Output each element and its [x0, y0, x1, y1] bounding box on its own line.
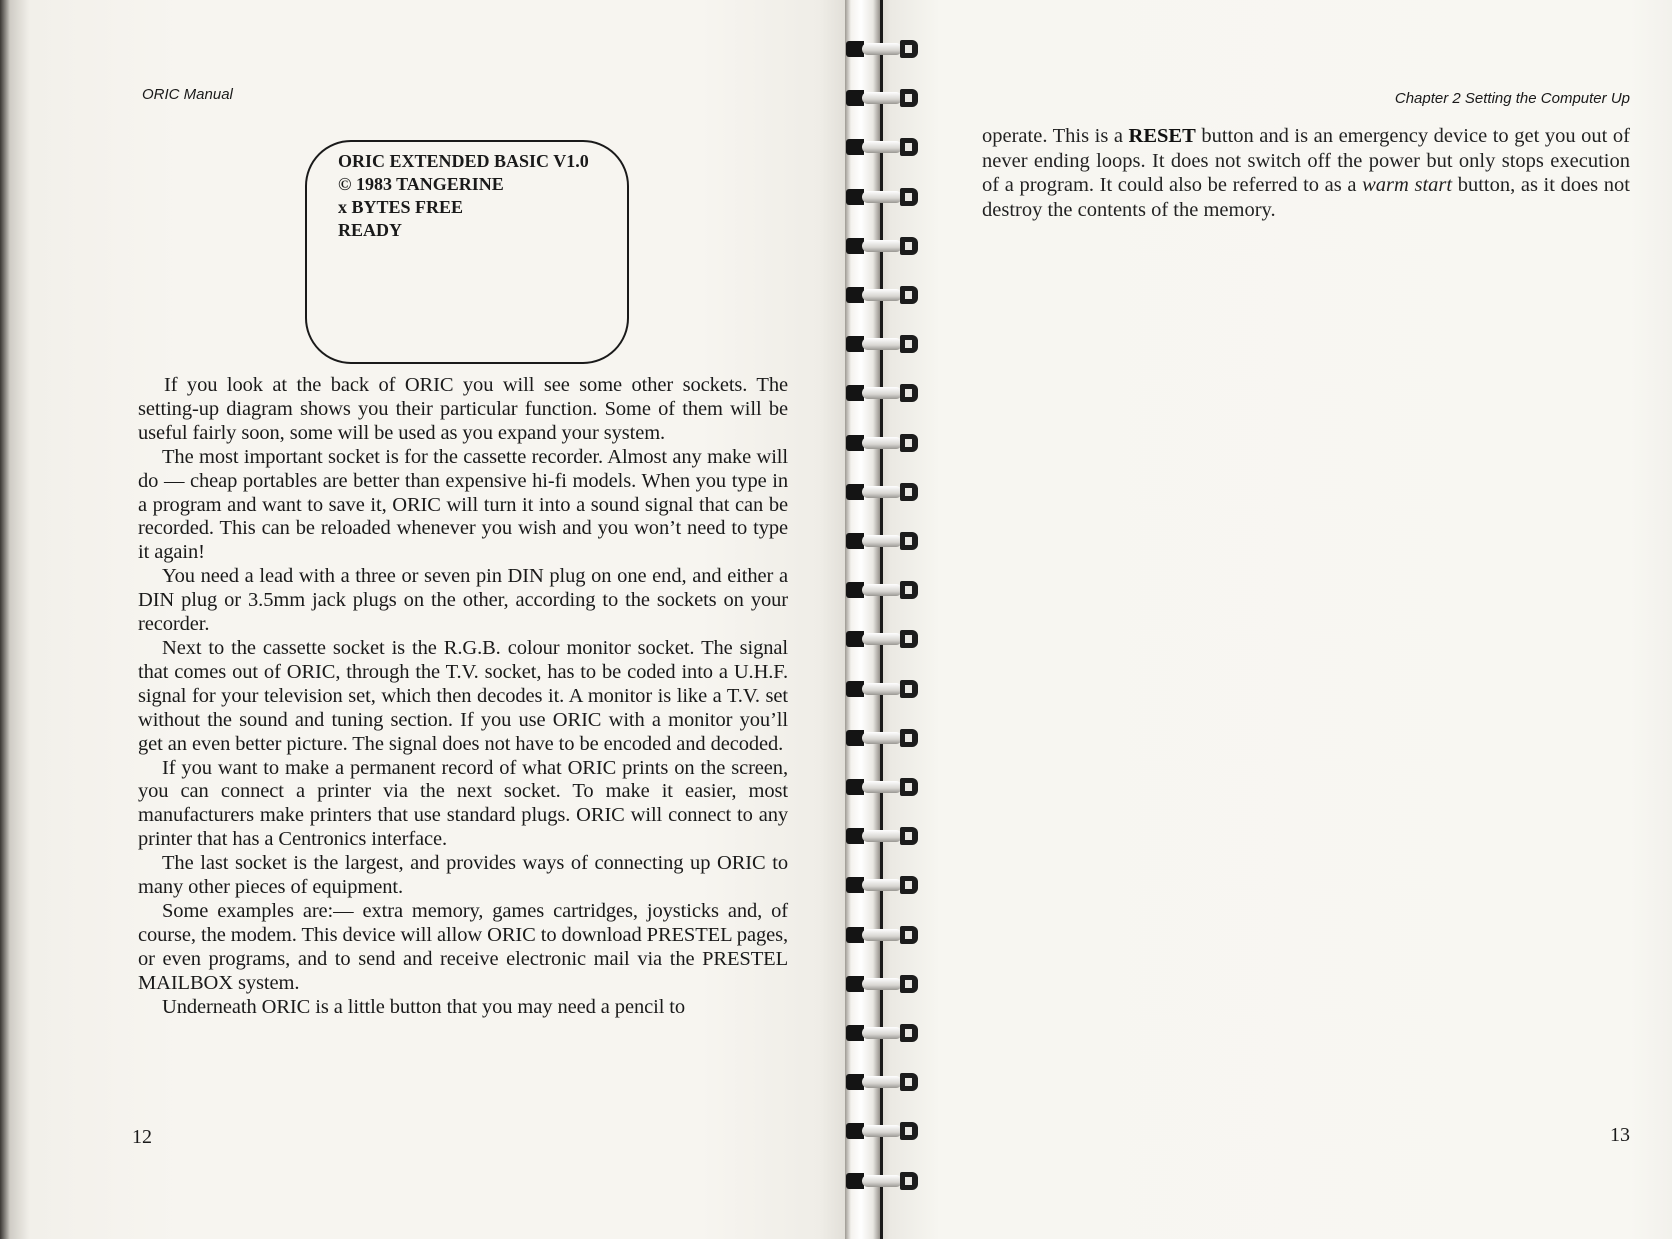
- spiral-coil: [846, 727, 920, 751]
- screen-text: [338, 150, 589, 242]
- spiral-coil: [846, 186, 920, 210]
- spiral-coil: [846, 382, 920, 406]
- spiral-coil: [846, 874, 920, 898]
- spiral-coil: [846, 924, 920, 948]
- spiral-coil: [846, 481, 920, 505]
- spiral-coil: [846, 973, 920, 997]
- paragraph: [982, 124, 1630, 222]
- spiral-coil: [846, 530, 920, 554]
- spiral-coil: [846, 235, 920, 259]
- spiral-coil: [846, 1120, 920, 1144]
- warm-start-term: warm start: [1362, 174, 1453, 196]
- text-run: button, as it does not destroy the contents of the memory.: [982, 174, 1630, 221]
- spiral-coil: [846, 579, 920, 603]
- spiral-coil: [846, 825, 920, 849]
- spiral-coil: [846, 776, 920, 800]
- paragraph: The last socket is the largest, and provides ways of connecting up ORIC to many other pieces of equipment.: [138, 852, 788, 899]
- screen-line: © 1983 TANGERINE: [338, 174, 504, 194]
- paragraph: You need a lead with a three or seven pin DIN plug on one end, and either a DIN plug or 3.5mm jack plugs on the other, according to the sockets on your recorder.: [138, 565, 788, 636]
- running-head-left: ORIC Manual: [142, 86, 233, 103]
- running-head-right: Chapter 2 Setting the Computer Up: [1394, 90, 1630, 107]
- spiral-coil: [846, 38, 920, 62]
- text-run: button and is an emergency device to get you out of never ending loops. It does not switch off the power but only stops execution of a program. It could also be referred to as a: [982, 125, 1630, 196]
- spiral-coil: [846, 284, 920, 308]
- reset-term: RESET: [1128, 125, 1196, 147]
- paragraph: Next to the cassette socket is the R.G.B. colour monitor socket. The signal that comes out of ORIC, through the T.V. socket, has to be coded into a U.H.F. signal for your television set, which then decodes it. A monitor is like a T.V. set without the sound and tuning section. If you use ORIC with a monitor you’ll get an even better picture. The signal does not have to be encoded and decoded.: [138, 636, 788, 755]
- spiral-coil: [846, 333, 920, 357]
- left-body-text: [138, 374, 788, 1019]
- spiral-coil: [846, 1022, 920, 1046]
- paragraph: Underneath ORIC is a little button that you may need a pencil to: [162, 995, 686, 1018]
- page-number-left: 12: [132, 1126, 152, 1148]
- spiral-coil: [846, 678, 920, 702]
- spiral-coil: [846, 628, 920, 652]
- spiral-coil: [846, 1071, 920, 1095]
- screen-line: ORIC EXTENDED BASIC V1.0: [338, 151, 589, 171]
- screen-line: x BYTES FREE: [338, 197, 464, 217]
- screen-line: READY: [338, 220, 403, 240]
- spiral-coil: [846, 1170, 920, 1194]
- paragraph: The most important socket is for the cassette recorder. Almost any make will do — cheap portables are better than expensive hi-fi models. When you type in a program and want to save it, ORIC will turn it into a sound signal that can be recorded. This can be reloaded whenever you wish and you won’t need to type it again!: [138, 445, 788, 564]
- page-number-right: 13: [1610, 1124, 1630, 1146]
- paragraph: If you want to make a permanent record of what ORIC prints on the screen, you can connect a printer via the next socket. To make it easier, most manufacturers make printers that use standard plugs. ORIC will connect to any printer that has a Centronics interface.: [138, 756, 788, 851]
- spiral-coil: [846, 136, 920, 160]
- paragraph: If you look at the back of ORIC you will see some other sockets. The setting-up diagram shows you their particular function. Some of them will be useful fairly soon, some will be used as you expand your system.: [138, 374, 788, 444]
- paragraph: Some examples are:— extra memory, games cartridges, joysticks and, of course, the modem. This device will allow ORIC to download PRESTEL pages, or even programs, and to send and receive electronic mail via the PRESTEL MAILBOX system.: [138, 899, 788, 994]
- text-run: operate. This is a: [982, 125, 1129, 147]
- spiral-coil: [846, 432, 920, 456]
- right-body-text: [982, 124, 1630, 222]
- spiral-coil: [846, 87, 920, 111]
